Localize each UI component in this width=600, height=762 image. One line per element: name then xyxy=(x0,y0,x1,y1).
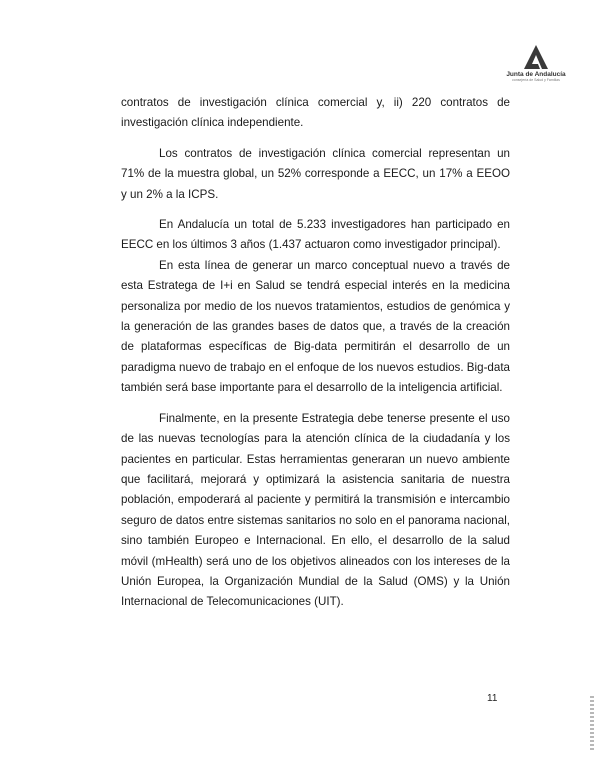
paragraph-new-technologies: Finalmente, en la presente Estrategia debe tenerse presente el uso de las nuevas tecnologías para la atención clínica de la ciudadanía y los pacientes en particular. Estas herramientas generaran un nuevo ambiente que facilitará, mejorará y optimizará la asistencia sanitaria de nuestra población, empoderará al paciente y permitirá la transmisión e intercambio seguro de datos entre sistemas sanitarios no solo en el panorama nacional, sino también Europeo e Internacional. En ello, el desarrollo de la salud móvil (mHealth) será uno de los objetivos alineados con los intereses de la Unión Europea, la Organización Mundial de la Salud (OMS) y la Unión Internacional de Telecomunicaciones (UIT). xyxy=(121,411,510,609)
junta-de-andalucia-logo xyxy=(506,44,566,88)
side-registration-mark xyxy=(590,696,594,750)
paragraph-researchers: En Andalucía un total de 5.233 investigadores han participado en EECC en los últimos 3 años (1.437 actuaron como investigador principal). xyxy=(121,218,510,252)
logo-subtitle: consejería de Salud y Familias xyxy=(512,78,560,82)
logo-title: Junta de Andalucía xyxy=(506,71,566,78)
document-body xyxy=(121,93,510,613)
paragraph-big-data: En esta línea de generar un marco conceptual nuevo a través de esta Estratega de I+i en Salud se tendrá especial interés en la medicina personaliza por medio de los nuevos tratamientos, estudios de genómica y la generación de las grandes bases de datos que, a través de la creación de plataformas específicas de Big-data permitirán el desarrollo de un paradigma nuevo de trabajo en el enfoque de los nuevos estudios. Big-data también será base importante para el desarrollo de la inteligencia artificial. xyxy=(121,258,510,395)
andalucia-a-icon xyxy=(523,44,549,70)
paragraph-contracts-continued: contratos de investigación clínica comercial y, ii) 220 contratos de investigación clínica independiente. xyxy=(121,96,510,130)
page-number: 11 xyxy=(487,693,498,704)
paragraph-commercial-share: Los contratos de investigación clínica comercial representan un 71% de la muestra global, un 52% corresponde a EECC, un 17% a EEOO y un 2% a la ICPS. xyxy=(121,146,510,201)
